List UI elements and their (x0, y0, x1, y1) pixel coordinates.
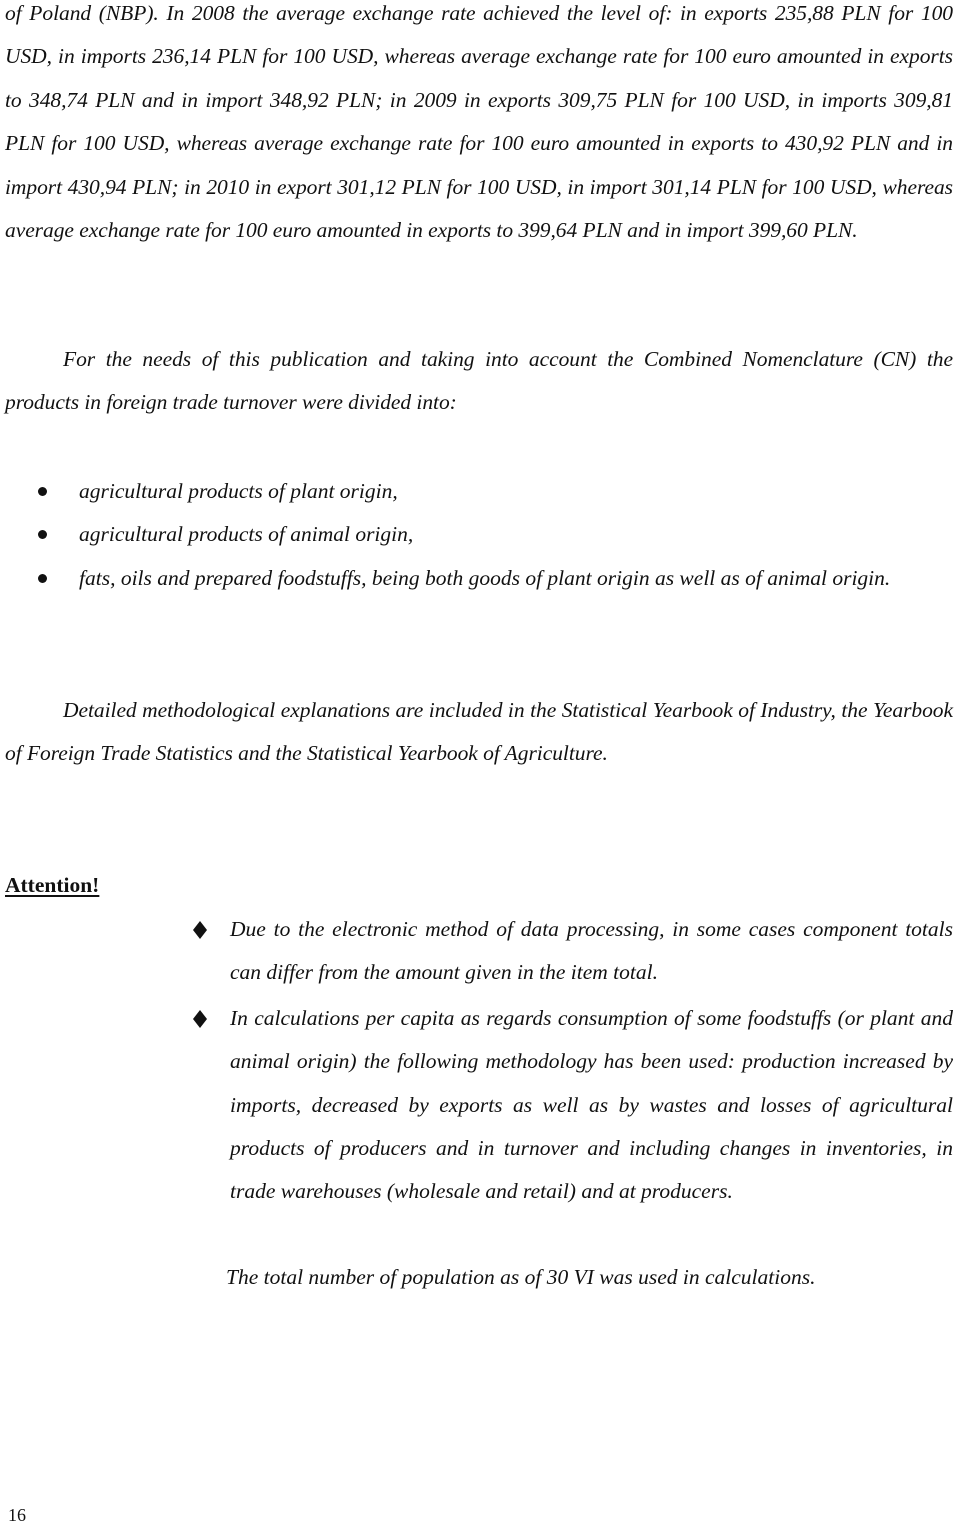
diamond-bullet-icon (193, 921, 207, 939)
round-bullet-icon (38, 574, 47, 583)
population-note: The total number of population as of 30 VI was used in calculations. (226, 1265, 816, 1289)
attention-notes-list (0, 908, 960, 1216)
list-item-text: fats, oils and prepared foodstuffs, being both goods of plant origin as well as of animal origin. (79, 565, 891, 590)
product-division-intro: For the needs of this publication and taking into account the Combined Nomenclature (CN) the products in foreign trade turnover were divided into: (5, 347, 953, 415)
attention-heading: Attention! (5, 873, 100, 897)
list-item (0, 470, 953, 513)
round-bullet-icon (38, 487, 47, 496)
list-item (0, 557, 953, 600)
list-item-text: agricultural products of plant origin, (79, 479, 398, 503)
attention-note (0, 908, 953, 995)
diamond-bullet-icon (193, 1010, 207, 1028)
list-item (0, 513, 953, 556)
methodology-paragraph: Detailed methodological explanations are included in the Statistical Yearbook of Industry, the Yearbook of Foreign Trade Statistics and the Statistical Yearbook of Agriculture. (5, 698, 953, 766)
attention-note-text: In calculations per capita as regards consumption of some foodstuffs (or plant and animal origin) the following methodology has been used: production increased by imports, decreased by exports as well as by wastes and losses of agricultural products of producers and in turnover and including changes in inventories, in trade warehouses (wholesale and retail) and at producers. (230, 1005, 953, 1204)
attention-note (0, 997, 953, 1214)
product-groups-list (0, 470, 960, 600)
round-bullet-icon (38, 530, 47, 539)
attention-note-text: Due to the electronic method of data processing, in some cases component totals can differ from the amount given in the item total. (230, 917, 953, 985)
list-item-text: agricultural products of animal origin, (79, 522, 414, 547)
page-number: 16 (8, 1505, 26, 1525)
exchange-rates-paragraph: of Poland (NBP). In 2008 the average exchange rate achieved the level of: in exports 235,88 PLN for 100 USD, in imports 236,14 PLN for 100 USD, whereas average exchange rate for 100 euro amounted in exports to 348,74 PLN and in import 348,92 PLN; in 2009 in exports 309,75 PLN for 100 USD, in imports 309,81 PLN for 100 USD, whereas average exchange rate for 100 euro amounted in exports to 430,92 PLN and in import 430,94 PLN; in 2010 in export 301,12 PLN for 100 USD, in import 301,14 PLN for 100 USD, whereas average exchange rate for 100 euro amounted in exports to 399,64 PLN and in import 399,60 PLN. (5, 1, 953, 243)
